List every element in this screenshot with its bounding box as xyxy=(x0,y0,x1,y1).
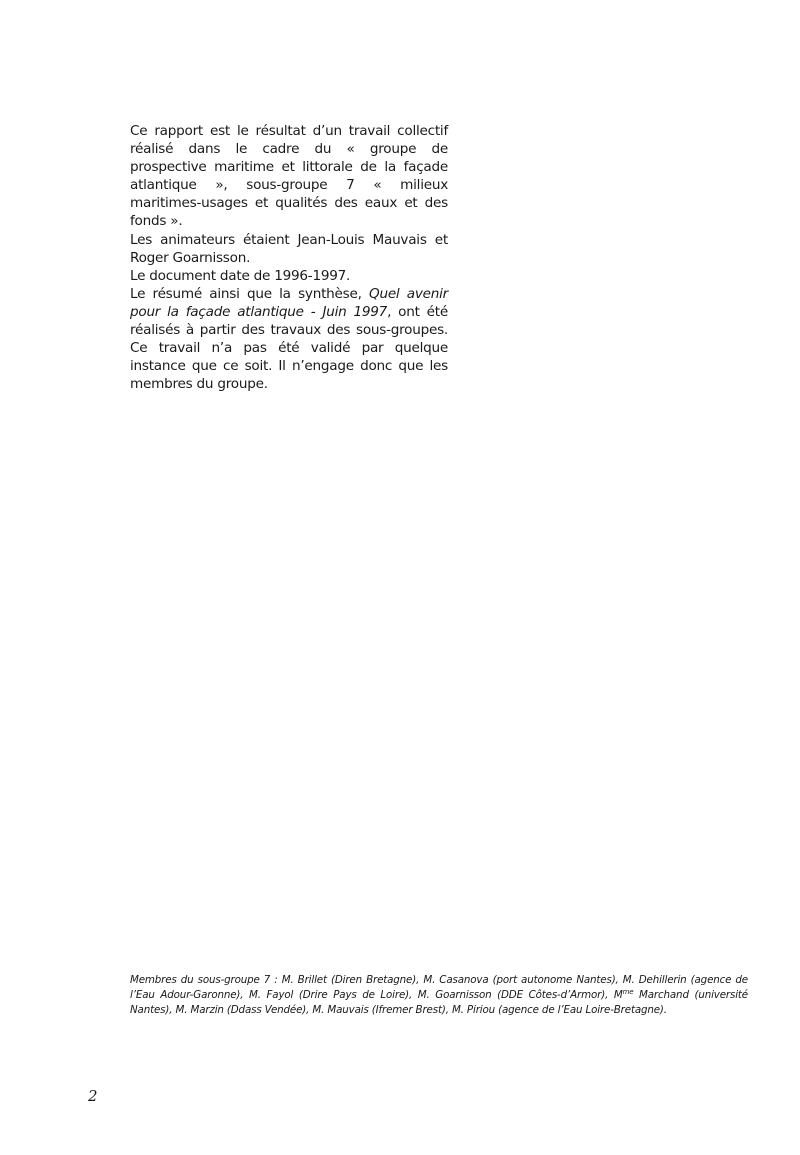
synthesis-title: Quel avenir pour la façade atlantique - Juin 1997 xyxy=(130,285,449,320)
intro-paragraph-1: Ce rapport est le résultat d’un travail collectif réalisé dans le cadre du « groupe de prospective maritime et littorale de la façade atlantique », sous-groupe 7 « milieux maritimes-usages et qualités des eaux et des fonds ». xyxy=(130,123,448,230)
intro-paragraph-4-end: , ont été réalisés à partir des travaux des sous-groupes. Ce travail n’a pas été validé par quelque instance que ce soit. Il n’engage donc que les membres du groupe. xyxy=(130,303,448,393)
members-list-start: Membres du sous-groupe 7 : M. Brillet (Diren Bretagne), M. Casanova (port autonome Nantes), M. Dehillerin (agence de l’Eau Adour-Garonne), M. Fayol (Drire Pays de Loire), M. Goarnisson (DDE Côtes-d’Armor), M xyxy=(130,974,748,1002)
members-list xyxy=(130,973,748,1019)
intro-paragraph-4-start: Le résumé ainsi que la synthèse, xyxy=(130,285,369,302)
intro-paragraph-3: Le document date de 1996-1997. xyxy=(130,267,351,284)
intro-paragraph-4 xyxy=(130,285,448,394)
members-list-end: Marchand (université Nantes), M. Marzin (Ddass Vendée), M. Mauvais (Ifremer Brest), M. Piriou (agence de l’Eau Loire-Bretagne). xyxy=(130,989,748,1017)
members-title-superscript: me xyxy=(622,988,634,997)
intro-paragraph-2: Les animateurs étaient Jean-Louis Mauvais et Roger Goarnisson. xyxy=(130,231,448,266)
page-number: 2 xyxy=(88,1087,98,1105)
intro-text-block xyxy=(130,122,448,393)
